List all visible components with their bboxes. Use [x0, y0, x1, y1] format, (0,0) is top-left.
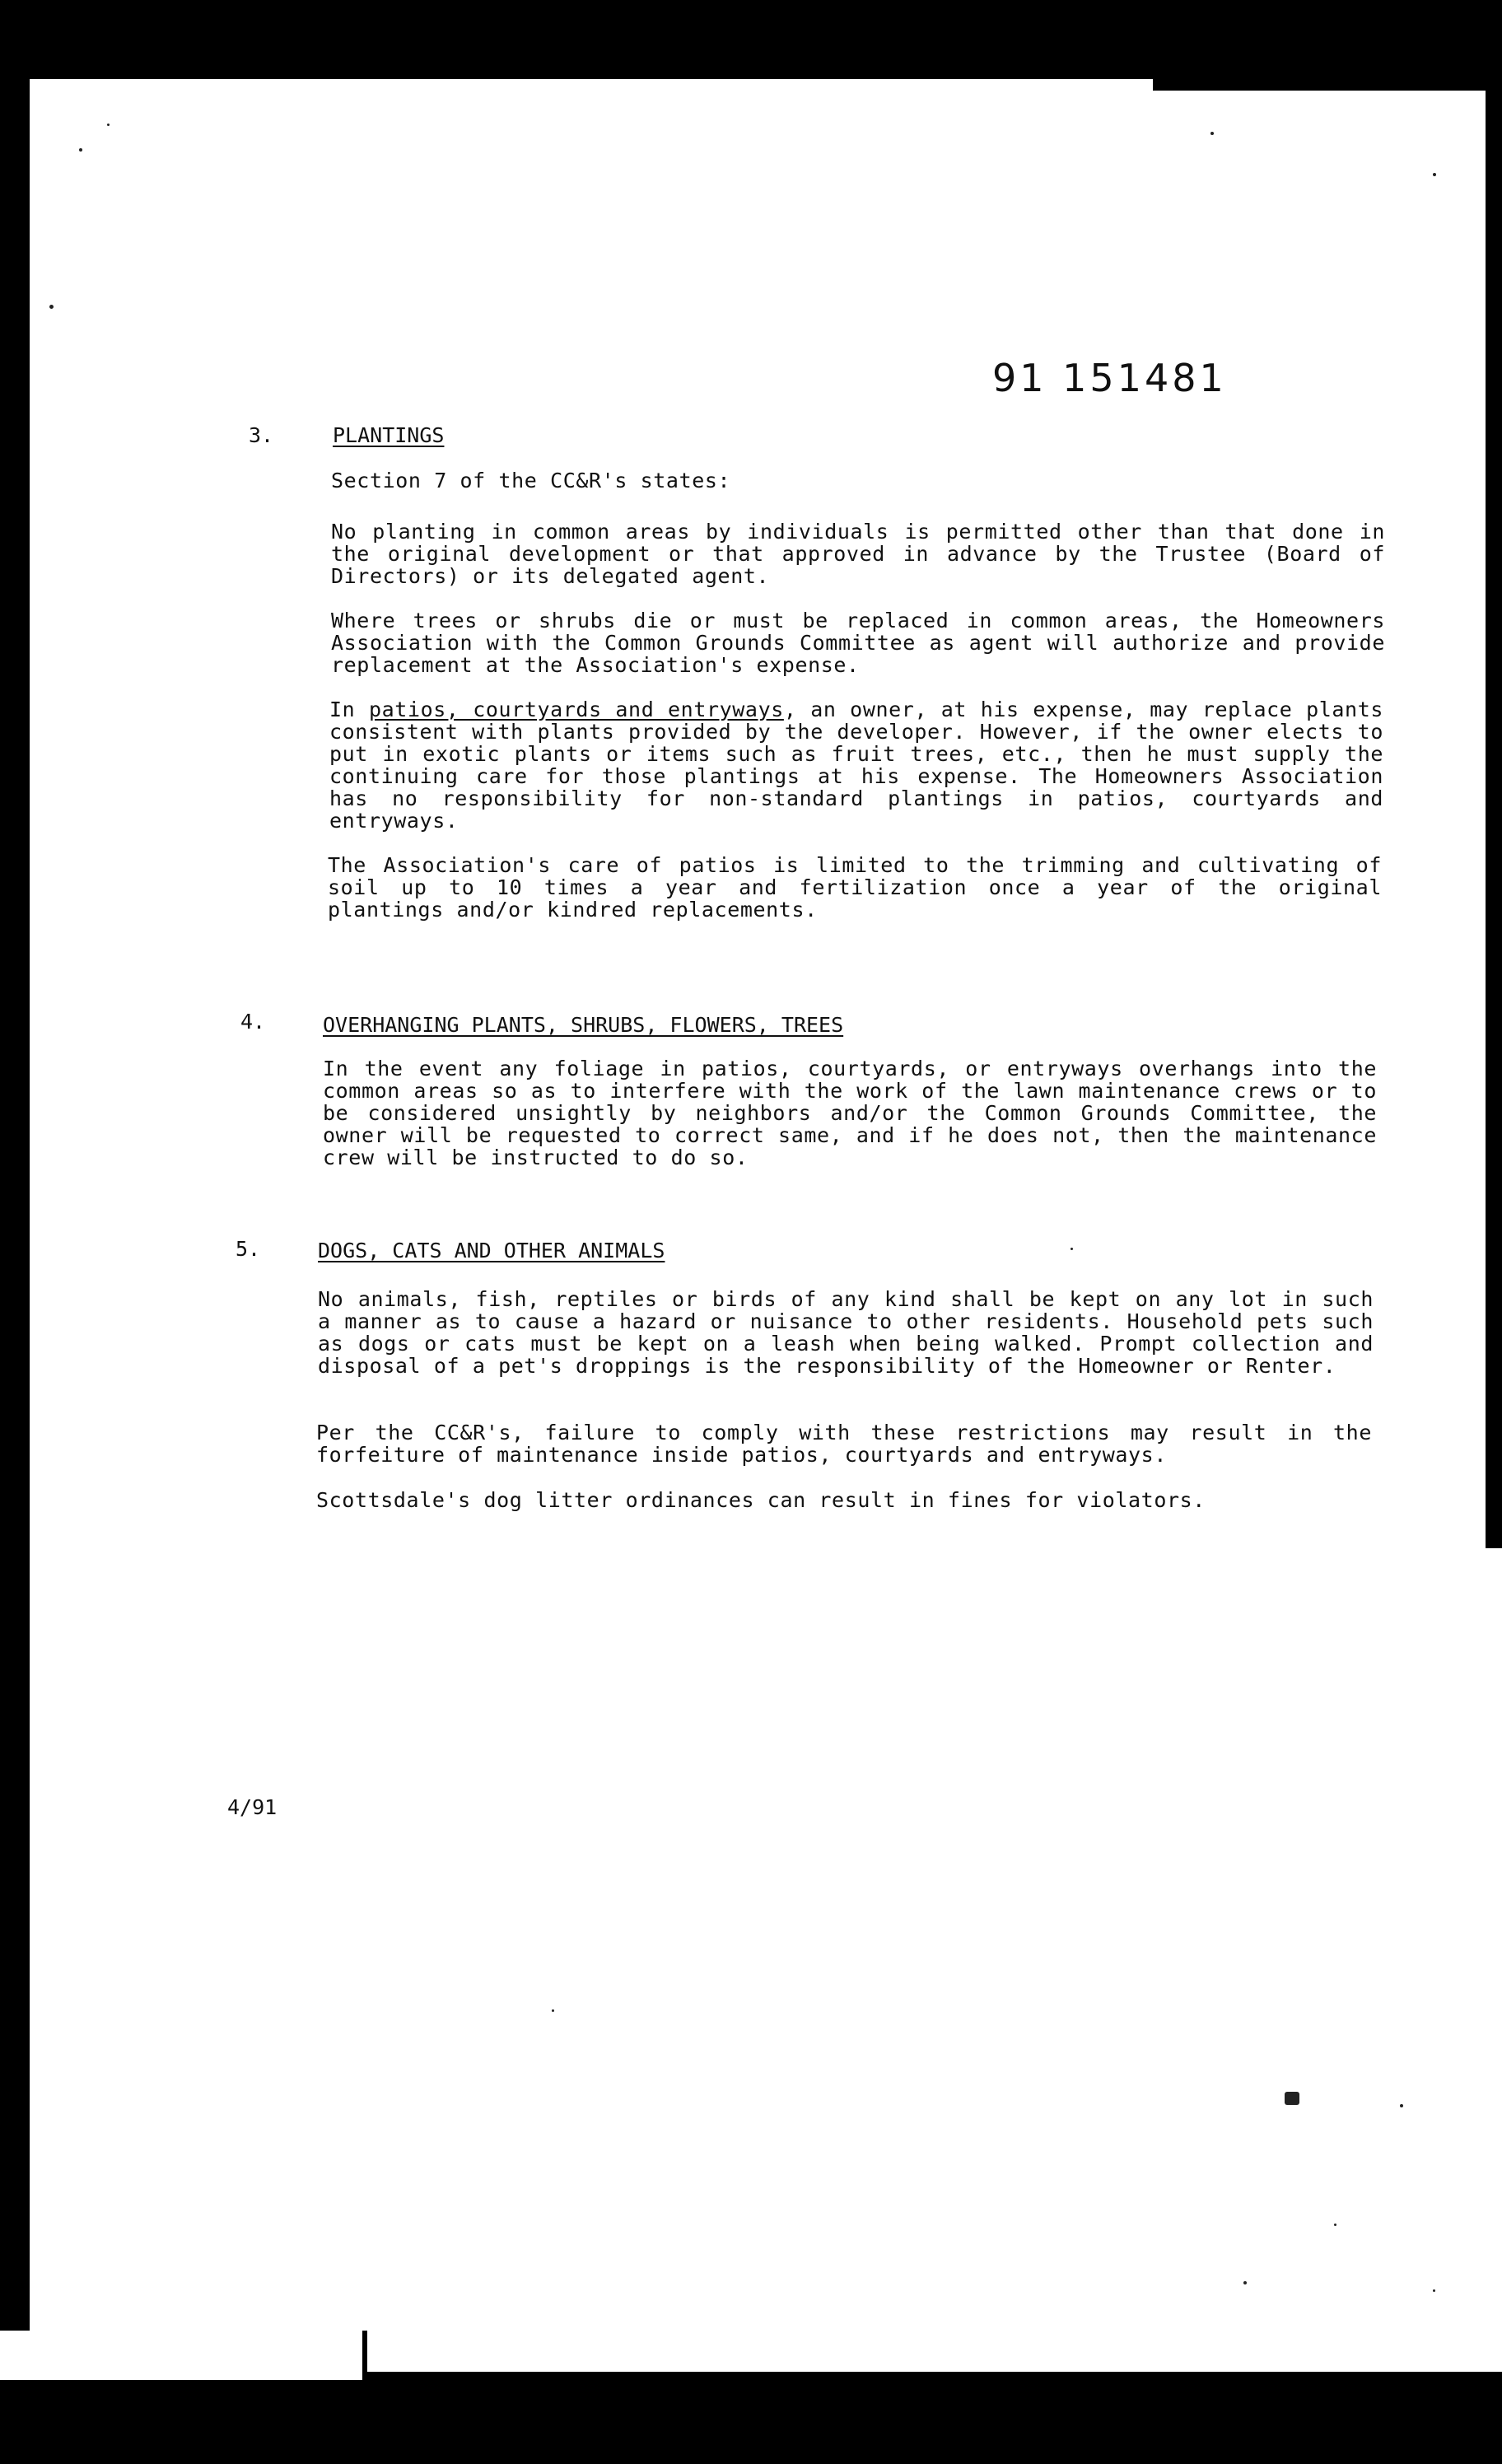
scan-speck: [1071, 1248, 1073, 1250]
paragraph: The Association's care of patios is limited to the trimming and cultivating of soil up to 10 times a year and fertilization once a year of the original plantings and/or kindred replacements.: [328, 853, 1382, 922]
section-number: 3.: [249, 423, 274, 447]
paragraph: No animals, fish, reptiles or birds of any kind shall be kept on any lot in such a manner as to cause a hazard or nuisance to other residents. Household pets such as dogs or cats must be kept on a leash when being walked. Prompt collection and disposal of a pet's droppings is the responsibility of the Homeowner or Renter.: [318, 1287, 1374, 1378]
scan-speck: [79, 148, 82, 152]
scan-speck: [49, 305, 54, 309]
scan-speck: [1210, 132, 1214, 135]
section-heading-overhanging: OVERHANGING PLANTS, SHRUBS, FLOWERS, TREES: [323, 1013, 844, 1037]
scan-speck: [1334, 2224, 1336, 2226]
section-heading-animals: DOGS, CATS AND OTHER ANIMALS: [318, 1239, 665, 1262]
footer-date: 4/91: [227, 1795, 278, 1819]
scan-speck: [1243, 2281, 1247, 2284]
paragraph-lead: In: [329, 698, 369, 721]
document-number: 91 151481: [992, 356, 1227, 400]
paragraph-rest: , an owner, at his expense, may replace plants consistent with plants provided by the developer. However, if the owner elects to put in exotic plants or items such as fruit trees, etc., then he must supply the continuing care for those plantings at his expense. The Homeowners Association has no responsibility for non-standard plantings in patios, courtyards and entryways.: [329, 698, 1383, 833]
paragraph-patios: [329, 698, 1383, 832]
scan-border-right: [1486, 0, 1502, 1548]
paragraph: Per the CC&R's, failure to comply with these restrictions may result in the forfeiture of maintenance inside patios, courtyards and entryways.: [316, 1421, 1372, 1467]
scan-speck: [107, 124, 110, 126]
paragraph: Where trees or shrubs die or must be replaced in common areas, the Homeowners Association with the Common Grounds Committee as agent will authorize and provide replacement at the Association's expense.: [331, 609, 1385, 677]
underlined-phrase: patios, courtyards and entryways: [368, 698, 784, 721]
paragraph: Scottsdale's dog litter ordinances can result in fines for violators.: [316, 1488, 1206, 1512]
scan-speck: [1433, 173, 1436, 176]
paragraph: In the event any foliage in patios, courtyards, or entryways overhangs into the common areas so as to interfere with the work of the lawn maintenance crews or to be considered unsightly by neighbors and/or the Common Grounds Committee, the owner will be requested to correct same, and if he does not, then the maintenance crew will be instructed to do so.: [323, 1057, 1377, 1169]
scan-border-left: [0, 0, 30, 2464]
section-number: 4.: [240, 1010, 266, 1034]
scan-border-bottom: [0, 2372, 1502, 2464]
scan-speck: [1400, 2104, 1403, 2107]
paragraph: No planting in common areas by individuals is permitted other than that done in the original development or that approved in advance by the Trustee (Board of Directors) or its delegated agent.: [331, 520, 1385, 588]
scan-border-bottom-notch: [0, 2331, 367, 2380]
scan-speck: [1433, 2289, 1435, 2292]
scan-speck: [552, 2009, 554, 2012]
section-heading-plantings: PLANTINGS: [333, 423, 445, 447]
section-number: 5.: [236, 1237, 261, 1261]
section-intro: Section 7 of the CC&R's states:: [331, 469, 731, 492]
scan-border-top-right: [1153, 49, 1502, 91]
scan-blot: [1285, 2092, 1299, 2105]
